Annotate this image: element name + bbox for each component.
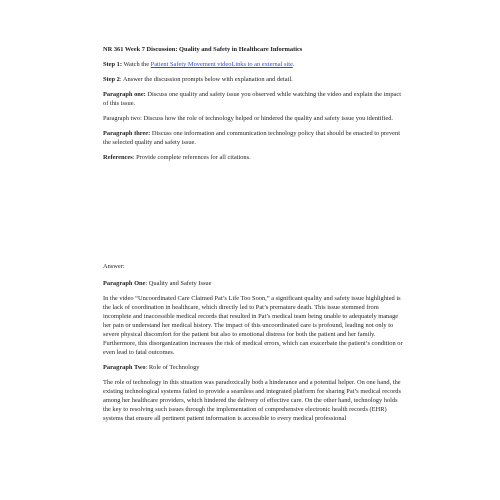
answer-label: Answer: xyxy=(103,263,125,270)
step-one-label: Step 1: xyxy=(103,61,122,68)
section-one-heading-text: : Quality and Safety Issue xyxy=(145,280,212,287)
prompt-paragraph-three-label: Paragraph three: xyxy=(103,130,151,137)
video-link[interactable]: Patient Safety Movement videoLinks to an external site xyxy=(150,61,293,68)
answer-section xyxy=(103,262,403,429)
section-two-label: Paragraph Two xyxy=(103,364,146,371)
step-two xyxy=(103,75,403,84)
step-two-label: Step 2 xyxy=(103,76,120,83)
step-one-period: . xyxy=(292,61,295,68)
prompt-paragraph-one xyxy=(103,90,403,108)
document-title: NR 361 Week 7 Discussion: Quality and Safety in Healthcare Informatics xyxy=(103,46,303,53)
section-two-heading xyxy=(103,363,403,372)
section-one-body: In the video “Uncoordinated Care Claimed Pat’s Life Too Soon,” a significant quality and safety issue highlighted is the lack of coordination in healthcare, which directly led to Pat’s premature death. This issue stemmed from incomplete and inaccessible medical records that resulted in Pat’s medical team being unable to adequately manage her pain or understand her medical history. The impact of this uncoordinated care is profound, leading not only to severe physical discomfort for the patient but also to emotional distress for both the patient and her family. Furthermore, this disorganization increases the risk of medical errors, which can exacerbate the patient’s condition or even lead to fatal outcomes. xyxy=(103,295,403,356)
prompt-paragraph-one-label: Paragraph one: xyxy=(103,91,146,98)
prompt-paragraph-three-text: Discuss one information and communication technology policy that should be enacted to prevent the selected quality and safety issue. xyxy=(103,130,400,146)
references-label: References xyxy=(103,154,133,161)
references-prompt xyxy=(103,153,403,162)
step-one xyxy=(103,60,403,69)
assignment-instructions xyxy=(103,45,403,168)
prompt-paragraph-two: Paragraph two: Discuss how the role of technology helped or hindered the quality and safety issue you identified. xyxy=(103,115,393,122)
section-two-body: The role of technology in this situation was paradoxically both a hinderance and a potential helper. On one hand, the existing technological systems failed to provide a seamless and integrated platform for sharing Pat’s medical records among her healthcare providers, which hindered the delivery of effective care. On the other hand, technology holds the key to resolving such issues through the implementation of comprehensive electronic health records (EHR) systems that ensure all pertinent patient information is accessible to every medical professional xyxy=(103,379,401,422)
section-two-heading-text: : Role of Technology xyxy=(145,364,200,371)
step-two-text: : Answer the discussion prompts below with explanation and detail. xyxy=(119,76,293,83)
section-one-heading xyxy=(103,279,403,288)
prompt-paragraph-one-text: Discuss one quality and safety issue you observed while watching the video and explain the impact of this issue. xyxy=(103,91,401,107)
prompt-paragraph-three xyxy=(103,129,403,147)
references-text: : Provide complete references for all citations. xyxy=(132,154,251,161)
section-one-label: Paragraph One xyxy=(103,280,146,287)
step-one-text: Watch the xyxy=(122,61,151,68)
